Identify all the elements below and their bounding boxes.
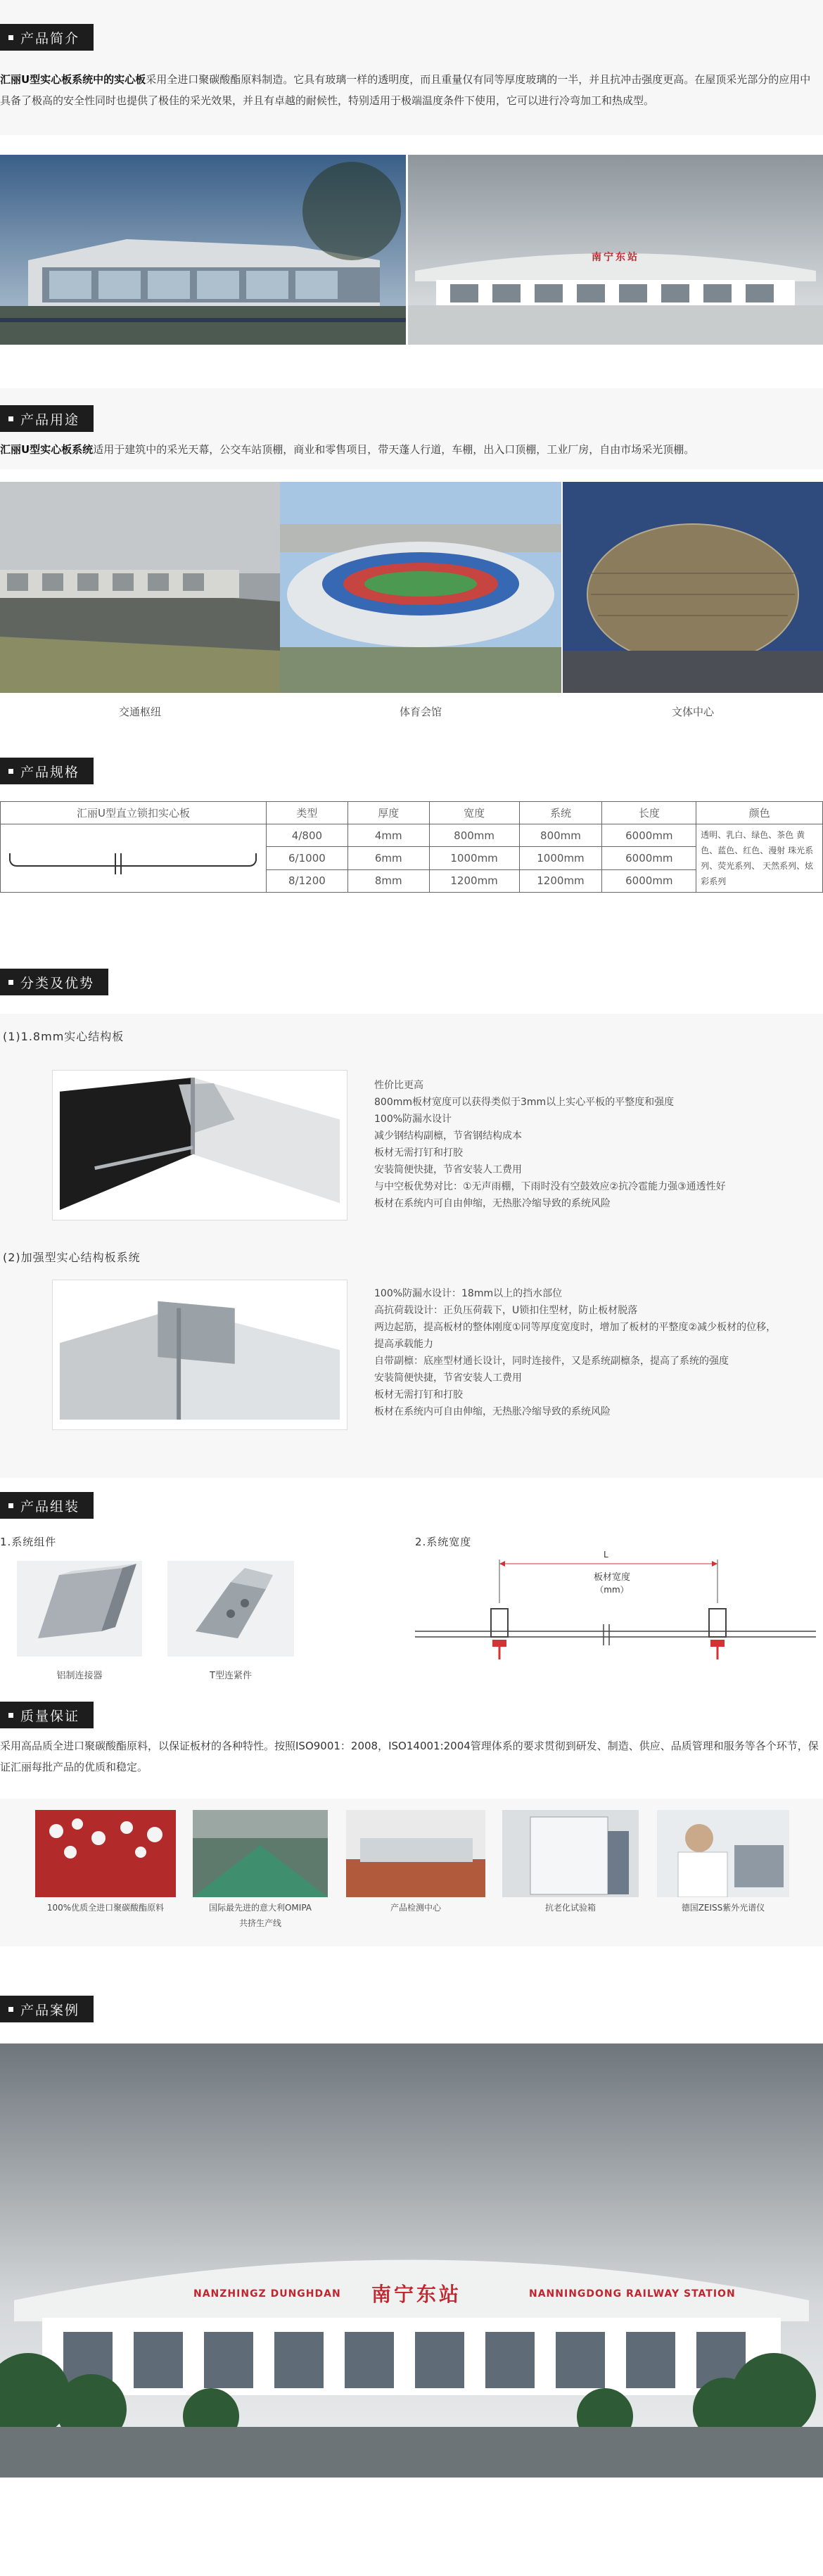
spec-cell: 4/800 <box>266 824 347 847</box>
assembly-heading: 产品组装 <box>0 1492 94 1519</box>
spec-header: 颜色 <box>696 802 823 824</box>
spec-section <box>0 751 823 955</box>
usage-heading: 产品用途 <box>0 405 94 432</box>
stadium-photo <box>280 482 561 693</box>
t-fastener-photo <box>167 1561 294 1657</box>
spec-cell: 6mm <box>347 847 429 869</box>
profile-drawing <box>1 824 267 893</box>
quality-caption: 国际最先进的意大利OMIPA 共挤生产线 <box>208 1903 312 1928</box>
solid-panel-1-photo <box>52 1070 347 1220</box>
spec-cell: 6000mm <box>602 847 696 869</box>
quality-item-test-center <box>346 1810 485 1915</box>
feature-line: 与中空板优势对比：①无声雨棚，下雨时没有空鼓效应②抗冷雹能力强③通透性好 <box>374 1181 726 1192</box>
advantage-heading: 分类及优势 <box>0 969 108 995</box>
feature-line: 板材在系统内可自由伸缩，无热胀冷缩导致的系统风险 <box>374 1406 611 1417</box>
spec-table <box>0 801 823 893</box>
usage-text: 汇丽U型实心板系统适用于建筑中的采光天幕，公交车站顶棚，商业和零售项目，带天蓬人行道，车棚，出入口顶棚，工业厂房，自由市场采光顶棚。 <box>0 443 695 456</box>
bullet-icon <box>8 1713 13 1718</box>
spec-header: 宽度 <box>429 802 519 824</box>
feature-line: 100%防漏水设计：18mm以上的挡水部位 <box>374 1288 563 1299</box>
advantage-heading-bar <box>0 955 823 1014</box>
spec-cell: 800mm <box>519 824 602 847</box>
usage-section <box>0 388 823 469</box>
feature-line: 两边起筋，提高板材的整体刚度①同等厚度宽度时，增加了板材的平整度②减少板材的位移， <box>374 1322 777 1333</box>
quality-item-raw-material <box>35 1810 176 1915</box>
case-station-photo <box>0 2043 823 2478</box>
table-row <box>1 824 823 847</box>
intro-heading: 产品简介 <box>0 24 94 51</box>
feature-line: 安装简便快捷，节省安装人工费用 <box>374 1372 522 1384</box>
quality-item-spectrometer <box>657 1810 789 1915</box>
feature-line: 性价比更高 <box>374 1080 423 1091</box>
advantage-s1-title: (1)1.8mm实心结构板 <box>3 1030 125 1043</box>
quality-item-production-line <box>193 1810 328 1931</box>
quality-caption: 德国ZEISS紫外光谱仪 <box>681 1903 765 1913</box>
spec-heading: 产品规格 <box>0 758 94 784</box>
feature-line: 自带副檩：底座型材通长设计，同时连接件，又是系统副檩条，提高了系统的强度 <box>374 1356 729 1367</box>
feature-line: 板材无需打钉和打胶 <box>374 1389 463 1401</box>
quality-strip <box>0 1799 823 1946</box>
case-sign-en-left: NANZHINGZ DUNGHDAN <box>193 2288 341 2300</box>
spec-header: 系统 <box>519 802 602 824</box>
spec-colors: 透明、乳白、绿色、茶色 黄色、蓝色、红色、漫射 珠光系列、荧光系列、 天然系列、炫彩系列 <box>696 824 823 893</box>
advantage-s1-features <box>374 1077 810 1212</box>
quality-caption: 100%优质全进口聚碳酸酯原料 <box>46 1903 165 1913</box>
usage-caption-transport: 交通枢纽 <box>118 706 161 718</box>
quality-caption: 抗老化试验箱 <box>544 1903 596 1913</box>
spec-header: 类型 <box>266 802 347 824</box>
assembly-c1-title: 1.系统组件 <box>0 1536 57 1548</box>
panel-width-unit: （mm） <box>595 1585 629 1595</box>
intro-photos <box>0 135 823 388</box>
spec-cell: 6000mm <box>602 824 696 847</box>
spec-cell: 1000mm <box>429 847 519 869</box>
part-caption-connector: 铝制连接器 <box>56 1671 103 1681</box>
quality-caption: 产品检测中心 <box>390 1903 441 1913</box>
aluminium-connector-photo <box>17 1561 142 1657</box>
table-row <box>1 802 823 824</box>
nanning-east-station-photo <box>408 155 823 345</box>
quality-item-aging-chamber <box>502 1810 639 1915</box>
exhibition-building-photo <box>0 155 406 345</box>
feature-line: 减少钢结构副檩，节省钢结构成本 <box>374 1130 522 1142</box>
case-sign-cn: 南宁东站 <box>371 2283 462 2306</box>
intro-section <box>0 0 823 135</box>
bullet-icon <box>8 769 13 774</box>
u-profile-icon <box>3 832 263 881</box>
usage-photos <box>0 469 823 751</box>
feature-line: 安装简便快捷，节省安装人工费用 <box>374 1164 522 1175</box>
spec-cell: 4mm <box>347 824 429 847</box>
spec-product-name: 汇丽U型直立锁扣实心板 <box>1 802 267 824</box>
bullet-icon <box>8 35 13 40</box>
intro-text: 汇丽U型实心板系统中的实心板采用全进口聚碳酸酯原料制造。它具有玻璃一样的透明度，而且重量仅有同等厚度玻璃的一半，并且抗冲击强度更高。在屋顶采光部分的应用中具备了极高的安全性同时也提供了极佳的采光效果，并且有卓越的耐候性，特别适用于极端温度条件下使用，它可以进行冷弯加工和热成型。 <box>0 73 811 107</box>
station-sign-cn: 南宁东站 <box>592 252 639 263</box>
spec-cell: 8mm <box>347 869 429 892</box>
culture-center-photo <box>563 482 823 693</box>
bullet-icon <box>8 980 13 985</box>
cases-heading: 产品案例 <box>0 1996 94 2022</box>
spec-cell: 1000mm <box>519 847 602 869</box>
spec-header: 长度 <box>602 802 696 824</box>
spec-cell: 6000mm <box>602 869 696 892</box>
feature-line: 800mm板材宽度可以获得类似于3mm以上实心平板的平整度和强度 <box>374 1097 675 1108</box>
spec-cell: 6/1000 <box>266 847 347 869</box>
quality-heading: 质量保证 <box>0 1702 94 1728</box>
solid-panel-2-photo <box>52 1280 347 1430</box>
panel-width-label: 板材宽度 <box>593 1572 630 1583</box>
spec-cell: 8/1200 <box>266 869 347 892</box>
advantage-section <box>0 1014 823 1478</box>
feature-line: 高抗荷载设计：正负压荷载下，U锁扣住型材，防止板材脱落 <box>374 1305 638 1316</box>
quality-text: 采用高品质全进口聚碳酸酯原料，以保证板材的各种特性。按照ISO9001：2008，ISO14001:2004管理体系的要求贯彻到研发、制造、供应、品质管理和服务等各个环节，保证汇丽每批产品的优质和稳定。 <box>0 1740 819 1773</box>
dim-l-label: L <box>604 1550 608 1560</box>
feature-line: 板材在系统内可自由伸缩，无热胀冷缩导致的系统风险 <box>374 1198 611 1209</box>
assembly-section <box>0 1478 823 1702</box>
bullet-icon <box>8 416 13 421</box>
part-caption-fastener: T型连紧件 <box>210 1671 252 1681</box>
spec-header: 厚度 <box>347 802 429 824</box>
cases-section <box>0 1996 823 2043</box>
transport-hub-photo <box>0 482 280 693</box>
feature-line: 100%防漏水设计 <box>374 1114 452 1125</box>
advantage-s2-title: (2)加强型实心结构板系统 <box>3 1251 141 1264</box>
spec-cell: 1200mm <box>429 869 519 892</box>
spec-cell: 800mm <box>429 824 519 847</box>
assembly-c2-title: 2.系统宽度 <box>415 1536 472 1548</box>
usage-caption-stadium: 体育会馆 <box>399 706 442 718</box>
advantage-s2-features <box>374 1285 810 1420</box>
usage-caption-culture: 文体中心 <box>671 706 714 718</box>
feature-line: 板材无需打钉和打胶 <box>374 1147 463 1159</box>
case-sign-en-right: NANNINGDONG RAILWAY STATION <box>529 2288 736 2300</box>
system-width-diagram <box>415 1550 816 1673</box>
feature-line: 提高承载能力 <box>374 1339 433 1350</box>
bullet-icon <box>8 2007 13 2012</box>
quality-section <box>0 1702 823 1996</box>
spec-cell: 1200mm <box>519 869 602 892</box>
bullet-icon <box>8 1503 13 1508</box>
